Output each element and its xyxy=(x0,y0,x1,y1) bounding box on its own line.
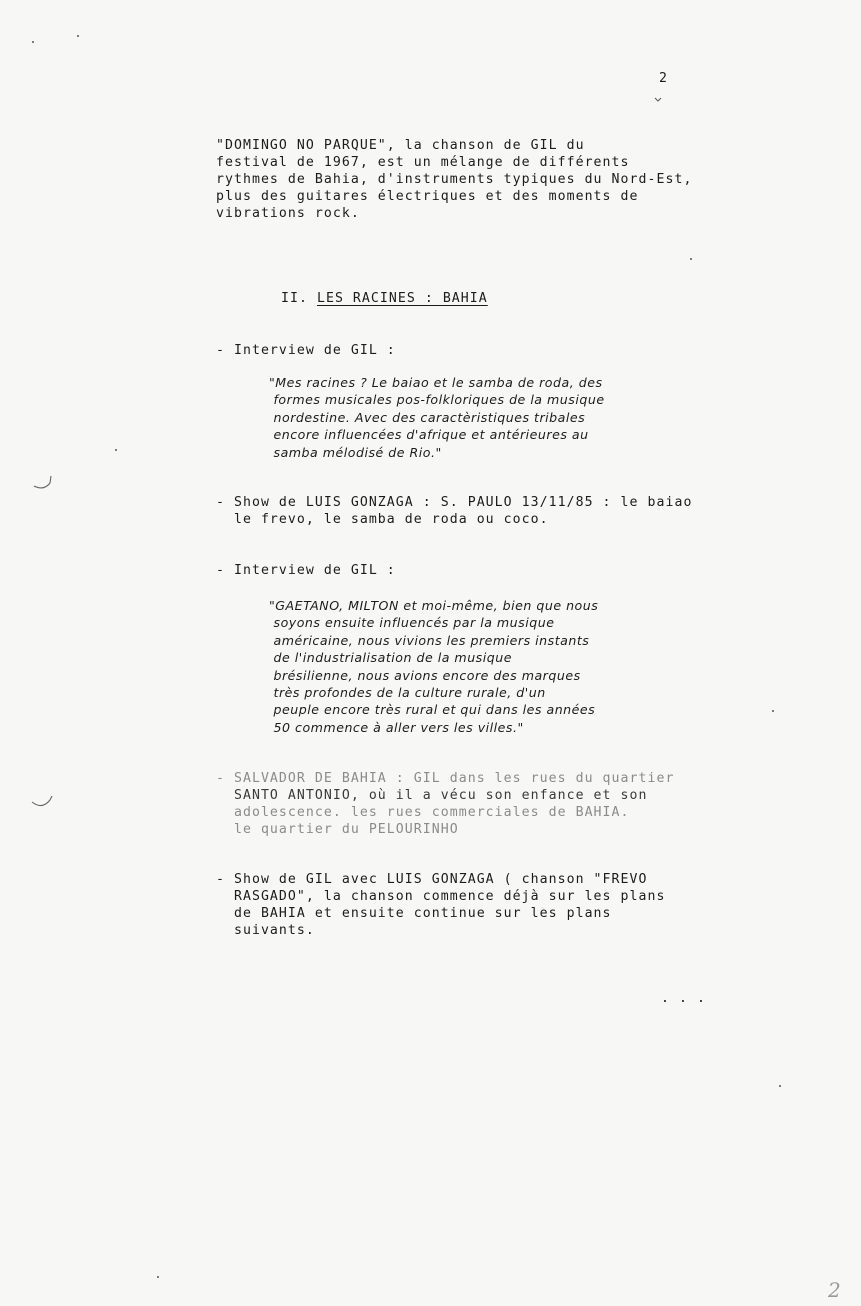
item1-quote xyxy=(269,374,605,461)
paper-speck xyxy=(157,1276,159,1278)
continuation-dots: . . . xyxy=(661,991,706,1006)
paper-speck xyxy=(77,35,79,37)
item5-line: de BAHIA et ensuite continue sur les plans xyxy=(216,906,612,921)
paper-speck xyxy=(690,258,692,260)
paper-speck xyxy=(779,1085,781,1087)
item2-line: - Show de LUIS GONZAGA : S. PAULO 13/11/85 : le baiao xyxy=(216,495,693,510)
page-number: 2 xyxy=(659,71,668,86)
item4 xyxy=(216,770,674,838)
item4-line: SANTO ANTONIO, où il a vécu son enfance et son xyxy=(216,788,648,803)
quote-line: soyons ensuite influencés par la musique xyxy=(269,615,555,631)
quote-line: 50 commence à aller vers les villes." xyxy=(269,719,524,735)
quote-line: "GAETANO, MILTON et moi-même, bien que nous xyxy=(269,598,599,613)
item4-line: le quartier du PELOURINHO xyxy=(216,822,459,837)
quote-line: nordestine. Avec des caractèristiques tribales xyxy=(269,409,586,425)
section-title: LES RACINES : BAHIA xyxy=(316,291,488,306)
item4-line: adolescence. les rues commerciales de BAHIA. xyxy=(216,805,630,820)
quote-line: peuple encore très rural et qui dans les années xyxy=(269,702,596,718)
paper-speck xyxy=(32,41,34,43)
section-number: II. xyxy=(281,291,308,306)
tick-mark-icon xyxy=(653,96,665,104)
quote-line: brésilienne, nous avions encore des marques xyxy=(269,667,581,683)
margin-pencil-mark-icon xyxy=(28,790,60,816)
item3-quote xyxy=(269,597,598,736)
intro-line: festival de 1967, est un mélange de différents xyxy=(216,155,630,170)
intro-line: vibrations rock. xyxy=(216,206,360,221)
item3-label: - Interview de GIL : xyxy=(216,563,396,578)
item2 xyxy=(216,494,692,528)
quote-line: formes musicales pos-folkloriques de la musique xyxy=(269,392,605,408)
item5-line: - Show de GIL avec LUIS GONZAGA ( chanson "FREVO xyxy=(216,872,648,887)
paper-speck xyxy=(115,449,117,451)
intro-paragraph xyxy=(216,137,692,222)
item5-line: RASGADO", la chanson commence déjà sur les plans xyxy=(216,889,666,904)
quote-line: encore influencées d'afrique et antérieures au xyxy=(269,427,589,443)
intro-line: "DOMINGO NO PARQUE", la chanson de GIL du xyxy=(216,138,585,153)
section-heading xyxy=(281,290,488,307)
item1-label: - Interview de GIL : xyxy=(216,343,396,358)
quote-line: très profondes de la culture rurale, d'un xyxy=(269,685,546,701)
item4-line: - SALVADOR DE BAHIA : GIL dans les rues du quartier xyxy=(216,771,675,786)
quote-line: américaine, nous vivions les premiers instants xyxy=(269,632,590,648)
intro-line: plus des guitares électriques et des moments de xyxy=(216,189,639,204)
quote-line: de l'industrialisation de la musique xyxy=(269,650,512,666)
item5-line: suivants. xyxy=(216,923,315,938)
quote-line: samba mélodisé de Rio." xyxy=(269,444,442,460)
corner-pencil-number: 2 xyxy=(828,1278,841,1302)
margin-pencil-mark-icon xyxy=(30,470,60,495)
intro-line: rythmes de Bahia, d'instruments typiques du Nord-Est, xyxy=(216,172,693,187)
paper-speck xyxy=(772,710,774,712)
quote-line: "Mes racines ? Le baiao et le samba de roda, des xyxy=(269,375,603,390)
item5 xyxy=(216,871,665,939)
item2-line: le frevo, le samba de roda ou coco. xyxy=(216,512,549,527)
